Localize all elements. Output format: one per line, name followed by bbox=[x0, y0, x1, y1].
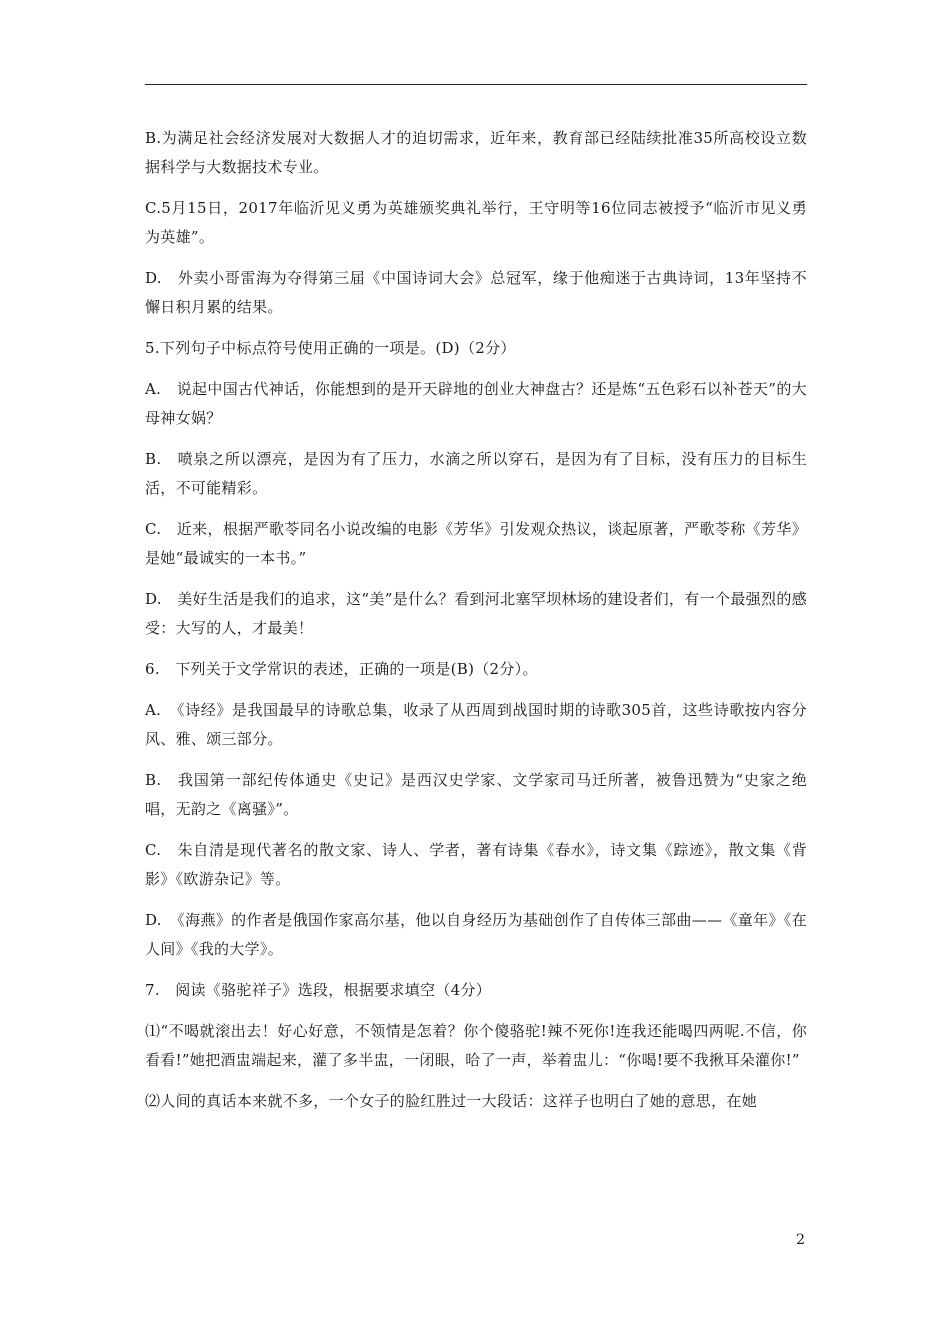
question-7-stem: 7. 阅读《骆驼祥子》选段，根据要求填空（4分） bbox=[145, 981, 492, 999]
page-number: 2 bbox=[796, 1232, 805, 1248]
option-c: C. 朱自清是现代著名的散文家、诗人、学者，著有诗集《春水》，诗文集《踪迹》，散文集《背影》《欧游杂记》等。 bbox=[145, 841, 807, 888]
passage-excerpt-2: ⑵人间的真话本来就不多，一个女子的脸红胜过一大段话：这祥子也明白了她的意思，在她 bbox=[145, 1092, 758, 1110]
question-6-stem: 6. 下列关于文学常识的表述，正确的一项是(B)（2分）。 bbox=[145, 660, 538, 678]
option-a: A. 《诗经》是我国最早的诗歌总集，收录了从西周到战国时期的诗歌305首，这些诗歌按内容分风、雅、颂三部分。 bbox=[145, 701, 807, 748]
paragraph: B.为满足社会经济发展对大数据人才的迫切需求，近年来，教育部已经陆续批准35所高校设立数据科学与大数据技术专业。 bbox=[145, 129, 807, 176]
paragraph: C.5月15日，2017年临沂见义勇为英雄颁奖典礼举行，王守明等16位同志被授予“临沂市见义勇为英雄”。 bbox=[145, 199, 807, 246]
question-5-stem: 5.下列句子中标点符号使用正确的一项是。(D)（2分） bbox=[145, 339, 516, 357]
passage-excerpt-1: ⑴“不喝就滚出去！好心好意，不领情是怎着？你个傻骆驼!辣不死你!连我还能喝四两呢.不信，你看看!”她把酒盅端起来，灌了多半盅，一闭眼，哈了一声，举着盅儿：“你喝!要不我揪耳朵灌你!” bbox=[145, 1022, 807, 1069]
option-d: D. 《海燕》的作者是俄国作家高尔基，他以自身经历为基础创作了自传体三部曲——《童年》《在人间》《我的大学》。 bbox=[145, 911, 807, 958]
header-rule bbox=[145, 84, 807, 85]
document-body bbox=[145, 124, 807, 1128]
option-c: C. 近来，根据严歌苓同名小说改编的电影《芳华》引发观众热议，谈起原著，严歌苓称《芳华》是她“最诚实的一本书。” bbox=[145, 520, 807, 567]
paragraph: D. 外卖小哥雷海为夺得第三届《中国诗词大会》总冠军，缘于他痴迷于古典诗词，13年坚持不懈日积月累的结果。 bbox=[145, 269, 807, 316]
option-b: B. 喷泉之所以漂亮，是因为有了压力，水滴之所以穿石，是因为有了目标，没有压力的目标生活，不可能精彩。 bbox=[145, 450, 807, 497]
option-d: D. 美好生活是我们的追求，这“美”是什么？看到河北塞罕坝林场的建设者们，有一个最强烈的感受：大写的人，才最美！ bbox=[145, 590, 807, 637]
option-a: A. 说起中国古代神话，你能想到的是开天辟地的创业大神盘古？还是炼“五色彩石以补苍天”的大母神女娲？ bbox=[145, 380, 807, 427]
option-b: B. 我国第一部纪传体通史《史记》是西汉史学家、文学家司马迁所著，被鲁迅赞为“史家之绝唱，无韵之《离骚》”。 bbox=[145, 771, 807, 818]
